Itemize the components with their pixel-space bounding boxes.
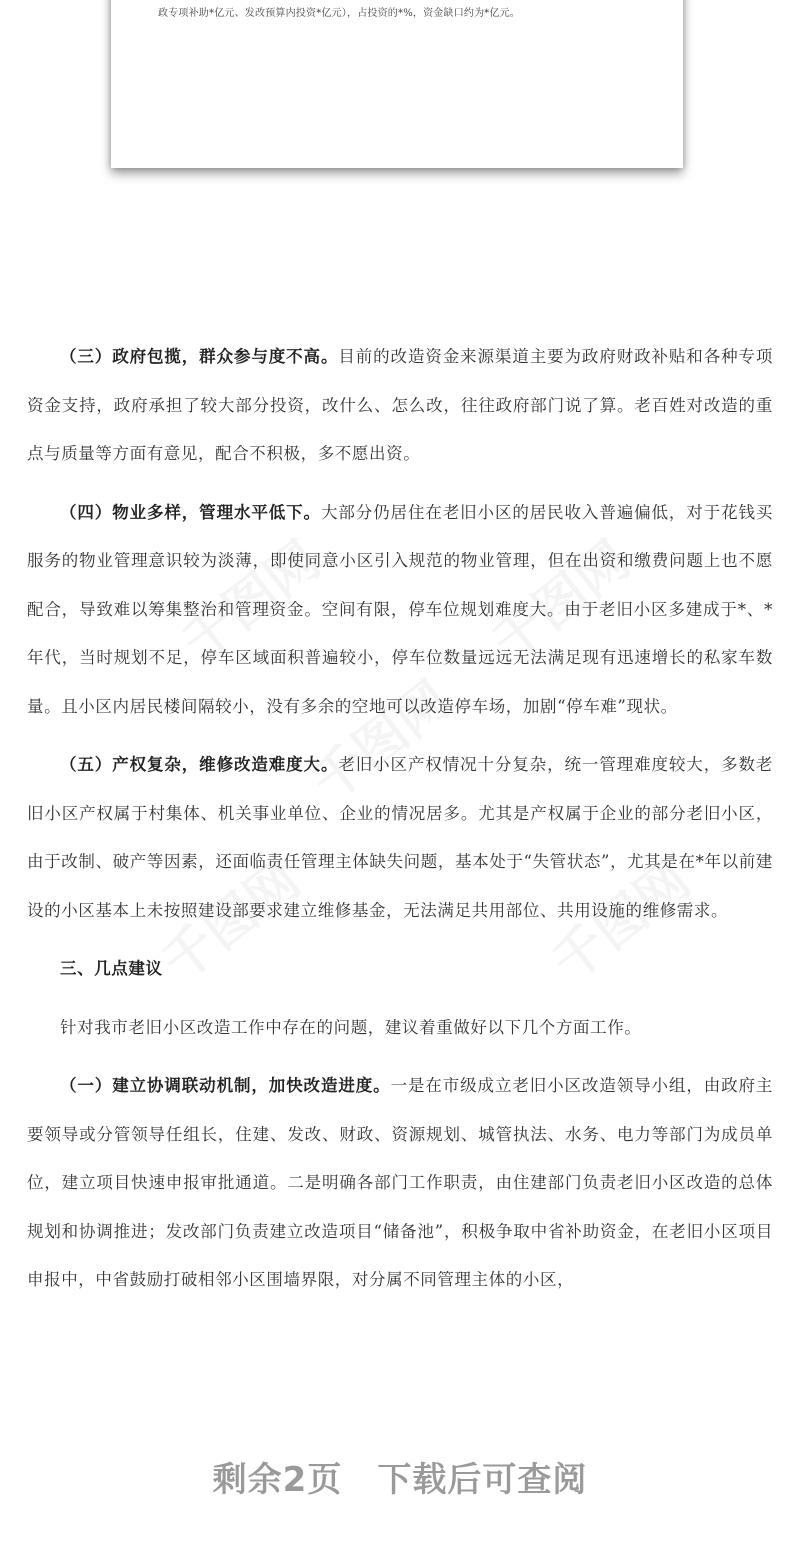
preview-text-line: 政专项补助*亿元、发改预算内投资*亿元），占投资的*%，资金缺口约为*亿元。: [158, 8, 521, 19]
paragraph-text: 老旧小区产权情况十分复杂，统一管理难度较大，多数老旧小区产权属于村集体、机关事业单位、企业的情况居多。尤其是产权属于企业的部分老旧小区，由于改制、破产等因素，还面临责任管理主体缺失问题，基本处于“失管状态”，尤其是在*年以前建设的小区基本上未按照建设部要求建立维修基金，无法满足共用部位、共用设施的维修需求。: [27, 755, 773, 920]
page-preview-card: [111, 0, 683, 168]
paragraph-text: 一是在市级成立老旧小区改造领导小组，由政府主要领导或分管领导任组长，住建、发改、财政、资源规划、城管执法、水务、电力等部门为成员单位，建立项目快速申报审批通道。二是明确各部门工作职责，由住建部门负责老旧小区改造的总体规划和协调推进；发改部门负责建立改造项目“储备池”，积极争取中省补助资金，在老旧小区项目申报中，中省鼓励打破相邻小区围墙界限，对分属不同管理主体的小区，: [27, 1076, 774, 1289]
section-intro: 针对我市老旧小区改造工作中存在的问题，建议着重做好以下几个方面工作。: [60, 1017, 642, 1037]
paragraph-text: 大部分仍居住在老旧小区的居民收入普遍偏低，对于花钱买服务的物业管理意识较为淡薄，即使同意小区引入规范的物业管理，但在出资和缴费问题上也不愿配合，导致难以筹集整治和管理资金。空间有限，停车位规划难度大。由于老旧小区多建成于*、*年代，当时规划不足，停车区域面积普遍较小，停车位数量远远无法满足现有迅速增长的私家车数量。且小区内居民楼间隔较小，没有多余的空地可以改造停车场，加剧“停车难”现状。: [27, 502, 774, 716]
paragraph-text: 目前的改造资金来源渠道主要为政府财政补贴和各种专项资金支持，政府承担了较大部分投资，改什么、怎么改，往往政府部门说了算。老百姓对改造的重点与质量等方面有意见，配合不积极，多不愿出资。: [27, 347, 773, 463]
paragraph-heading: （一）建立协调联动机制，加快改造进度。: [60, 1076, 391, 1095]
paragraph-five: [27, 741, 773, 935]
section-title: 三、几点建议: [60, 959, 163, 978]
paragraph-three: [27, 333, 773, 479]
paragraph-heading: （五）产权复杂，维修改造难度大。: [60, 755, 339, 774]
paragraph-heading: （三）政府包揽，群众参与度不高。: [60, 347, 339, 366]
document-body: [27, 333, 773, 1305]
suggestion-one: [27, 1062, 773, 1305]
remaining-pages-notice[interactable]: 剩余2页 下载后可查阅: [212, 1460, 588, 1500]
paragraph-four: [27, 489, 773, 732]
paragraph-heading: （四）物业多样，管理水平低下。: [60, 502, 321, 522]
